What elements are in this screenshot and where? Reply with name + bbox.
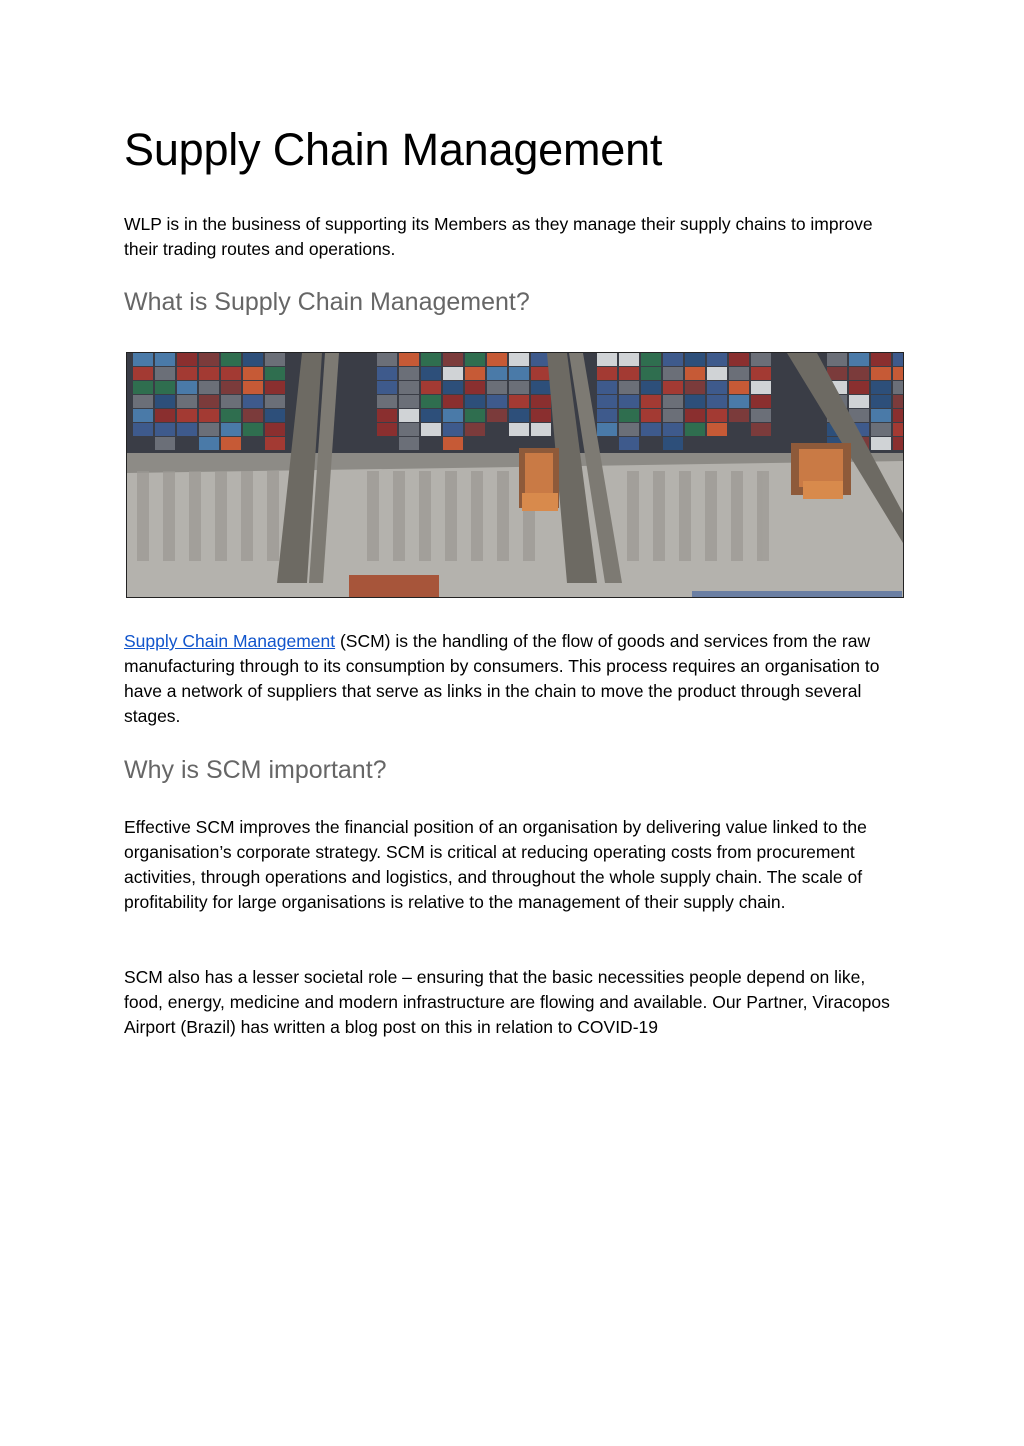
shipping-container [597, 395, 617, 408]
shipping-container [487, 381, 507, 394]
shipping-container [827, 353, 847, 366]
shipping-container [265, 437, 285, 450]
shipping-container [421, 353, 441, 366]
shipping-container [751, 409, 771, 422]
shipping-container [871, 353, 891, 366]
shipping-container [663, 381, 683, 394]
ground-stripe [163, 471, 175, 561]
shipping-container [177, 423, 197, 436]
shipping-container [133, 353, 153, 366]
shipping-container [487, 353, 507, 366]
shipping-container [465, 381, 485, 394]
shipping-container [243, 367, 263, 380]
shipping-container [619, 423, 639, 436]
shipping-container [619, 437, 639, 450]
shipping-container [243, 353, 263, 366]
shipping-container [509, 409, 529, 422]
shipping-container [133, 395, 153, 408]
shipping-container [871, 437, 891, 450]
shipping-container [893, 409, 903, 422]
shipping-container [685, 381, 705, 394]
shipping-container [663, 367, 683, 380]
shipping-container [641, 353, 661, 366]
shipping-container [265, 367, 285, 380]
shipping-container [265, 381, 285, 394]
ground-stripe [497, 471, 509, 561]
shipping-container [399, 353, 419, 366]
shipping-container [465, 409, 485, 422]
shipping-container [729, 353, 749, 366]
shipping-container [707, 395, 727, 408]
shipping-container [487, 409, 507, 422]
scm-link[interactable]: Supply Chain Management [124, 631, 336, 651]
ground-stripe [241, 471, 253, 561]
shipping-container [155, 423, 175, 436]
shipping-container [399, 381, 419, 394]
shipping-container [465, 353, 485, 366]
shipping-container [751, 353, 771, 366]
shipping-container [641, 381, 661, 394]
shipping-container [509, 395, 529, 408]
shipping-container [421, 381, 441, 394]
shipping-container [377, 423, 397, 436]
shipping-container [377, 381, 397, 394]
shipping-container [685, 367, 705, 380]
shipping-container [221, 381, 241, 394]
shipping-container [707, 353, 727, 366]
shipping-container [531, 409, 551, 422]
shipping-container [221, 409, 241, 422]
shipping-container [663, 353, 683, 366]
shipping-container [421, 395, 441, 408]
shipping-container [685, 395, 705, 408]
shipping-container [399, 409, 419, 422]
shipping-container [465, 395, 485, 408]
shipping-container [849, 381, 869, 394]
section-heading-why-scm: Why is SCM important? [124, 756, 387, 784]
shipping-container [265, 409, 285, 422]
container-terminal-illustration [127, 353, 903, 597]
shipping-container [443, 367, 463, 380]
shipping-container [221, 367, 241, 380]
shipping-container [663, 395, 683, 408]
shipping-container [177, 409, 197, 422]
shipping-container [707, 381, 727, 394]
agv-vehicle-left [519, 448, 559, 511]
shipping-container [751, 423, 771, 436]
shipping-container [221, 395, 241, 408]
ground-stripe [627, 471, 639, 561]
shipping-container [871, 367, 891, 380]
why-scm-paragraph-2: SCM also has a lesser societal role – ensuring that the basic necessities people depend on like, food, energy, medicine and modern infrastructure are flowing and available. Our Partner, Viracopos Airport (Brazil) has written a blog post on this in relation to COVID-19 [124, 967, 890, 1037]
shipping-container [663, 437, 683, 450]
shipping-container [509, 381, 529, 394]
shipping-container [155, 395, 175, 408]
container-terminal-photo [126, 352, 904, 598]
shipping-container [199, 423, 219, 436]
shipping-container [871, 409, 891, 422]
shipping-container [487, 395, 507, 408]
shipping-container [531, 423, 551, 436]
shipping-container [377, 367, 397, 380]
section-heading-what-is-scm: What is Supply Chain Management? [124, 288, 530, 316]
shipping-container [265, 423, 285, 436]
ground-stripe [189, 471, 201, 561]
shipping-container [685, 409, 705, 422]
shipping-container [243, 409, 263, 422]
shipping-container [377, 395, 397, 408]
shipping-container [421, 409, 441, 422]
shipping-container [155, 367, 175, 380]
shipping-container [893, 367, 903, 380]
shipping-container [399, 423, 419, 436]
shipping-container [729, 409, 749, 422]
shipping-container [597, 367, 617, 380]
shipping-container [751, 367, 771, 380]
shipping-container [597, 353, 617, 366]
shipping-container [199, 367, 219, 380]
ground-stripe [679, 471, 691, 561]
shipping-container [619, 381, 639, 394]
shipping-container [751, 381, 771, 394]
shipping-container [597, 409, 617, 422]
shipping-container [243, 381, 263, 394]
shipping-container [849, 395, 869, 408]
shipping-container [663, 409, 683, 422]
ground-stripe [705, 471, 717, 561]
shipping-container [849, 367, 869, 380]
shipping-container [199, 395, 219, 408]
shipping-container [199, 353, 219, 366]
shipping-container [265, 353, 285, 366]
shipping-container [421, 367, 441, 380]
shipping-container [399, 437, 419, 450]
shipping-container [377, 353, 397, 366]
shipping-container [893, 381, 903, 394]
shipping-container [399, 367, 419, 380]
shipping-container [199, 437, 219, 450]
shipping-container [531, 367, 551, 380]
shipping-container [619, 395, 639, 408]
shipping-container [871, 381, 891, 394]
shipping-container [871, 395, 891, 408]
intro-paragraph: WLP is in the business of supporting its Members as they manage their supply chains to improve their trading routes and operations. [124, 214, 873, 259]
ground-stripe [731, 471, 743, 561]
shipping-container [685, 423, 705, 436]
shipping-container [849, 353, 869, 366]
shipping-container [487, 367, 507, 380]
shipping-container [221, 353, 241, 366]
shipping-container [641, 409, 661, 422]
shipping-container [751, 395, 771, 408]
ground-stripe [393, 471, 405, 561]
shipping-container [465, 423, 485, 436]
ground-stripe [215, 471, 227, 561]
ground-stripe [445, 471, 457, 561]
shipping-container [133, 423, 153, 436]
ground-stripe [653, 471, 665, 561]
shipping-container [443, 395, 463, 408]
shipping-container [641, 367, 661, 380]
shipping-container [685, 353, 705, 366]
shipping-container [177, 381, 197, 394]
scm-definition-text: (SCM) is the handling of the flow of goods and services from the raw manufacturing through to its consumption by consumers. This process requires an organisation to have a network of suppliers that serve as links in the chain to move the product through several stages. [124, 631, 880, 726]
shipping-container [597, 423, 617, 436]
ground-stripe [471, 471, 483, 561]
shipping-container [243, 423, 263, 436]
page-title: Supply Chain Management [124, 124, 663, 175]
shipping-container [893, 423, 903, 436]
shipping-container [221, 423, 241, 436]
shipping-container [133, 367, 153, 380]
shipping-container [619, 367, 639, 380]
shipping-container [243, 395, 263, 408]
ground-stripe [267, 471, 279, 561]
shipping-container [443, 381, 463, 394]
shipping-container [443, 437, 463, 450]
shipping-container [155, 437, 175, 450]
agv-vehicle-right [791, 443, 851, 499]
shipping-container [663, 423, 683, 436]
shipping-container [893, 353, 903, 366]
ground-stripe [137, 471, 149, 561]
scm-definition-paragraph [124, 629, 904, 729]
shipping-container [641, 395, 661, 408]
shipping-container [199, 381, 219, 394]
shipping-container [707, 423, 727, 436]
shipping-container [509, 423, 529, 436]
shipping-container [133, 409, 153, 422]
shipping-container [443, 409, 463, 422]
shipping-container [893, 395, 903, 408]
shipping-container [177, 353, 197, 366]
shipping-container [531, 395, 551, 408]
shipping-container [641, 423, 661, 436]
shipping-container [265, 395, 285, 408]
shipping-container [177, 395, 197, 408]
shipping-container [177, 367, 197, 380]
why-scm-paragraph-1: Effective SCM improves the financial position of an organisation by delivering value linked to the organisation’s corporate strategy. SCM is critical at reducing operating costs from procurement activities, through operations and logistics, and throughout the whole supply chain. The scale of profitability for large organisations is relative to the management of their supply chain. [124, 817, 867, 912]
shipping-container [707, 409, 727, 422]
shipping-container [155, 381, 175, 394]
shipping-container [399, 395, 419, 408]
shipping-container [199, 409, 219, 422]
shipping-container [465, 367, 485, 380]
ground-stripe [367, 471, 379, 561]
shipping-container [133, 381, 153, 394]
shipping-container [729, 395, 749, 408]
shipping-container [155, 409, 175, 422]
shipping-container [421, 423, 441, 436]
shipping-container [531, 381, 551, 394]
shipping-container [707, 367, 727, 380]
shipping-container [729, 381, 749, 394]
shipping-container [377, 409, 397, 422]
shipping-container [509, 353, 529, 366]
shipping-container [597, 381, 617, 394]
shipping-container [509, 367, 529, 380]
shipping-container [871, 423, 891, 436]
shipping-container [619, 409, 639, 422]
ground-stripe [757, 471, 769, 561]
shipping-container [729, 367, 749, 380]
shipping-container [619, 353, 639, 366]
shipping-container [221, 437, 241, 450]
shipping-container [443, 423, 463, 436]
shipping-container [443, 353, 463, 366]
ground-stripe [419, 471, 431, 561]
shipping-container [893, 437, 903, 450]
shipping-container [155, 353, 175, 366]
